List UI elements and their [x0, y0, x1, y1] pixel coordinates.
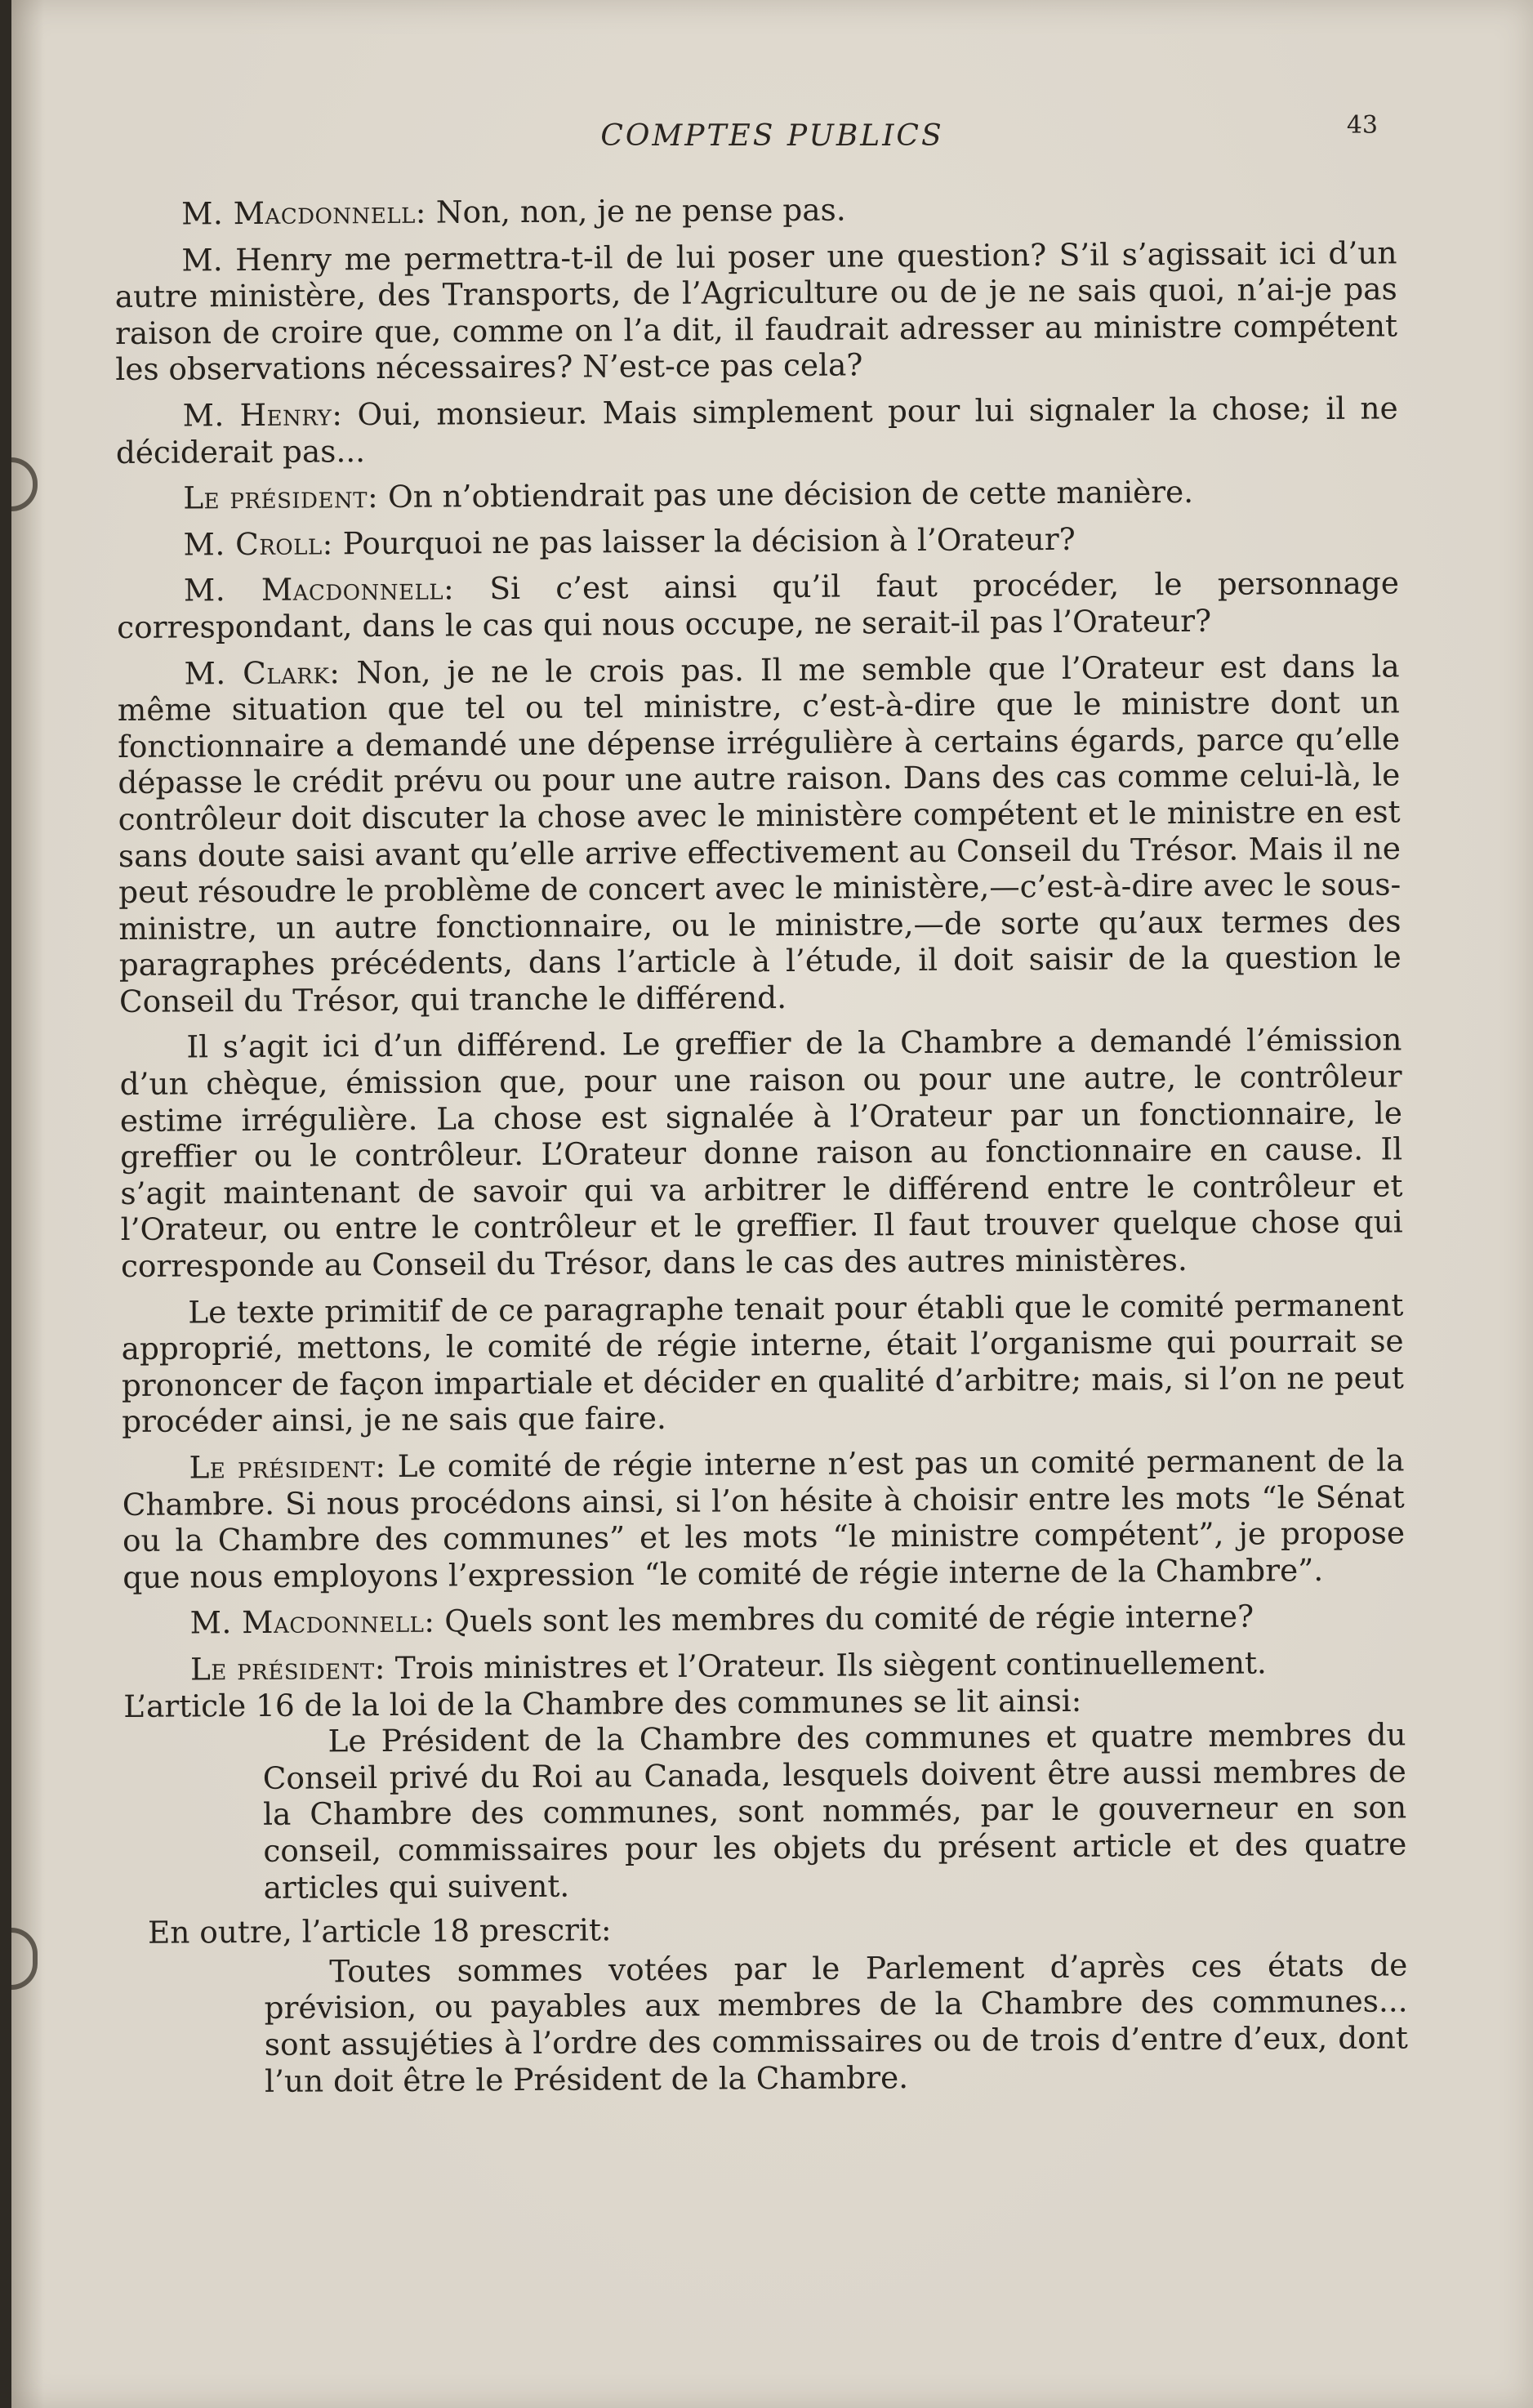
- paragraph-text: Il s’agit ici d’un différend. Le greffier de la Chambre a demandé l’émission d’un chèque, émission que, pour une raison ou pour une autre, le contrôleur estime irrégulière. La chose est signalée à l’Orateur par un fonctionnaire, le greffier ou le contrôleur. L’Orateur donne raison au fonctionnaire en cause. Il s’agit maintenant de savoir qui va arbitrer le différend entre le contrôleur et l’Orateur, ou entre le contrôleur et le greffier. Il faut trouver quelque chose qui corresponde au Conseil du Trésor, dans le cas des autres ministères.: [119, 1021, 1403, 1285]
- body-text: [114, 188, 1408, 2108]
- paragraph: [119, 1022, 1403, 1285]
- paragraph: [122, 1442, 1405, 1595]
- paragraph-text: Oui, monsieur. Mais simplement pour lui signaler la chose; il ne déciderait pas...: [115, 390, 1398, 470]
- binding-hole: [11, 1928, 38, 1990]
- speaker: M. Clark:: [184, 653, 341, 692]
- speaker: Le président:: [189, 1447, 386, 1486]
- paragraph: [114, 234, 1397, 388]
- paragraph-text: Quels sont les membres du comité de régie interne?: [434, 1598, 1254, 1640]
- speaker: M. Macdonnell:: [180, 194, 427, 232]
- speaker: M. Macdonnell:: [189, 1603, 435, 1641]
- quote-text: Toutes sommes votées par le Parlement d’après ces états de prévision, ou payables aux membres de la Chambre des communes... sont assujéties à l’ordre des commissaires ou de trois d’entre d’eux, dont l’un doit être le Président de la Chambre.: [264, 1946, 1408, 2099]
- paragraph-text: Non, non, je ne pense pas.: [426, 191, 846, 230]
- paragraph: [123, 1598, 1406, 1642]
- speaker: M. Macdonnell:: [183, 570, 455, 609]
- speaker: M. Croll:: [183, 525, 333, 563]
- paragraph-text: Pourquoi ne pas laisser la décision à l’Orateur?: [332, 520, 1076, 562]
- quote-text: Le Président de la Chambre des communes et quatre membres du Conseil privé du Roi au Canada, lesquels doivent être aussi membres de la Chambre des communes, sont nommés, par le gouverneur en son conseil, commissaires pour les objets du présent article et des quatre articles qui suivent.: [262, 1716, 1407, 1906]
- document-page: [11, 0, 1533, 2408]
- speaker: Le président:: [183, 479, 379, 516]
- paragraph-text: M. Henry me permettra-t-il de lui poser une question? S’il s’agissait ici d’un autre ministère, des Transports, de l’Agriculture ou de je ne sais quoi, n’ai-je pas raison de croire que, comme on l’a dit, il faudrait adresser au ministre compétent les observations nécessaires? N’est-ce pas cela?: [114, 234, 1398, 388]
- binding-hole: [11, 457, 38, 511]
- paragraph-text: Si c’est ainsi qu’il faut procéder, le personnage correspondant, dans le cas qui nous occupe, ne serait-il pas l’Orateur?: [117, 564, 1400, 645]
- paragraph: [114, 188, 1397, 232]
- paragraph-text: Trois ministres et l’Orateur. Ils siègent continuellement.: [385, 1644, 1267, 1686]
- block-quote: [123, 1717, 1406, 1907]
- paragraph: L’article 16 de la loi de la Chambre des communes se lit ainsi:: [123, 1682, 1082, 1724]
- paragraph-text: Non, je ne le crois pas. Il me semble que l’Orateur est dans la même situation que tel ou tel ministre, c’est-à-dire que le ministre dont un fonctionnaire a demandé une dépense irrégulière à certains égards, parce qu’elle dépasse le crédit prévu ou pour une autre raison. Dans des cas comme celui-là, le contrôleur doit discuter la chose avec le ministère compétent et le ministre en est sans doute saisi avant qu’elle arrive effectivement au Conseil du Trésor. Mais il ne peut résoudre le problème de concert avec le ministère,—c’est-à-dire avec le sous-ministre, un autre fonctionnaire, ou le ministre,—de sorte qu’aux termes des paragraphes précédents, dans l’article à l’étude, il doit saisir de la question le Conseil du Trésor, qui tranche le différend.: [117, 647, 1402, 1019]
- speaker: Le président:: [189, 1649, 385, 1688]
- paragraph: [117, 565, 1400, 646]
- paragraph: [116, 390, 1399, 470]
- paragraph: En outre, l’article 18 prescrit:: [147, 1911, 612, 1951]
- paragraph-text: Le comité de régie interne n’est pas un comité permanent de la Chambre. Si nous procédons ainsi, si l’on hésite à choisir entre les mots “le Sénat ou la Chambre des communes” et les mots “le ministre compétent”, je propose que nous employons l’expression “le comité de régie interne de la Chambre”.: [122, 1442, 1406, 1595]
- page-number: 43: [1346, 111, 1378, 140]
- speaker: M. Henry:: [182, 396, 343, 434]
- block-quote: [125, 1946, 1408, 2100]
- paragraph: [121, 1286, 1404, 1440]
- paragraph: [116, 473, 1398, 517]
- paragraph-text: On n’obtiendrait pas une décision de cette manière.: [377, 474, 1194, 515]
- paragraph: [116, 519, 1398, 563]
- paragraph-text: Le texte primitif de ce paragraphe tenait pour établi que le comité permanent approprié, mettons, le comité de régie interne, était l’organisme qui pourrait se prononcer de façon impartiale et décider en qualité d’arbitre; mais, si l’on ne peut procéder ainsi, je ne sais que faire.: [121, 1286, 1404, 1440]
- running-head: COMPTES PUBLICS: [600, 119, 944, 153]
- paragraph: [117, 648, 1402, 1020]
